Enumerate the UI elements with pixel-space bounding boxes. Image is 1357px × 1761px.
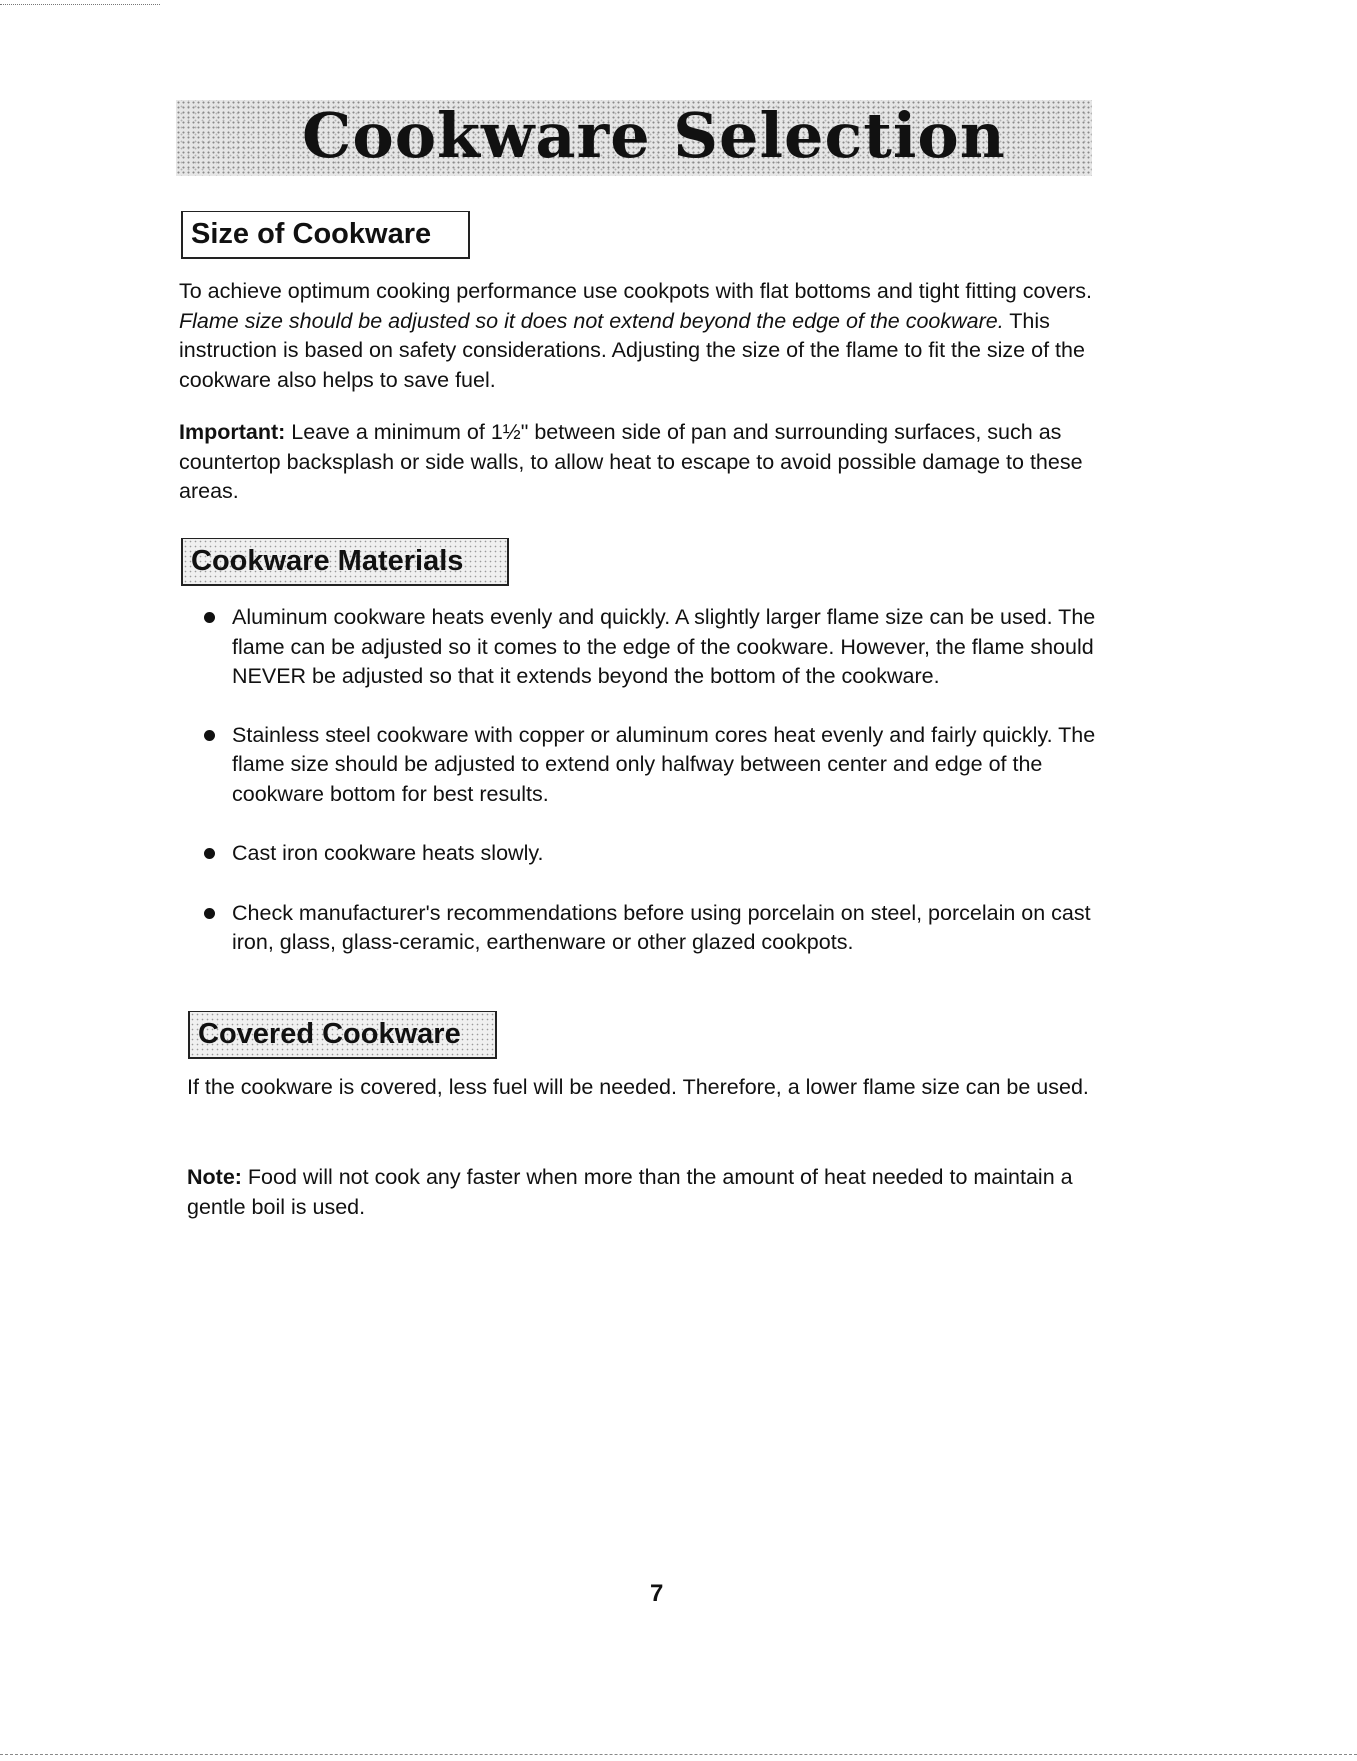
list-item-text: Aluminum cookware heats evenly and quickly. A slightly larger flame size can be used. The flame can be adjusted so it comes to the edge of the cookware. However, the flame should NEVER be adjusted so that it extends beyond the bottom of the cookware. — [232, 605, 1096, 688]
section-heading-covered: Covered Cookware — [188, 1011, 497, 1059]
note-label: Note: — [187, 1165, 242, 1189]
scan-edge-mark — [0, 4, 160, 7]
covered-paragraph: If the cookware is covered, less fuel will be needed. Therefore, a lower flame size can be used. — [187, 1075, 1089, 1099]
page-title: Cookware Selection — [302, 100, 1006, 172]
important-label: Important: — [179, 420, 286, 444]
note-paragraph — [187, 1163, 1117, 1222]
section-heading-materials: Cookware Materials — [181, 538, 509, 586]
list-item — [204, 899, 1116, 958]
page-number: 7 — [650, 1580, 664, 1607]
list-item — [204, 839, 1116, 869]
list-item — [204, 721, 1116, 810]
bullet-icon — [204, 612, 215, 623]
important-paragraph — [179, 418, 1109, 507]
list-item-text: Check manufacturer's recommendations before using porcelain on steel, porcelain on cast iron, glass, glass-ceramic, earthenware or other glazed cookpots. — [232, 900, 1091, 954]
bullet-icon — [204, 908, 215, 919]
size-paragraph — [179, 277, 1109, 395]
list-item — [204, 603, 1116, 692]
size-paragraph-italic: Flame size should be adjusted so it does not extend beyond the edge of the cookware. — [179, 308, 1004, 333]
size-paragraph-text-1: To achieve optimum cooking performance use cookpots with flat bottoms and tight fitting covers. — [179, 279, 1093, 303]
note-text: Food will not cook any faster when more than the amount of heat needed to maintain a gentle boil is used. — [187, 1165, 1073, 1219]
materials-list — [204, 603, 1116, 958]
title-banner — [176, 100, 1092, 176]
section-heading-size: Size of Cookware — [181, 211, 470, 259]
size-paragraph-text-2: This instruction is based on safety considerations. Adjusting the size of the flame to fit the size of the cookware also helps to save fuel. — [179, 308, 1085, 392]
bullet-icon — [204, 848, 215, 859]
scan-edge-mark — [0, 1754, 1357, 1756]
bullet-icon — [204, 730, 215, 741]
important-text: Leave a minimum of 1½" between side of pan and surrounding surfaces, such as countertop backsplash or side walls, to allow heat to escape to avoid possible damage to these areas. — [179, 420, 1083, 503]
list-item-text: Cast iron cookware heats slowly. — [232, 841, 544, 865]
list-item-text: Stainless steel cookware with copper or aluminum cores heat evenly and fairly quickly. The flame size should be adjusted to extend only halfway between center and edge of the cookware bottom for best results. — [232, 722, 1096, 806]
